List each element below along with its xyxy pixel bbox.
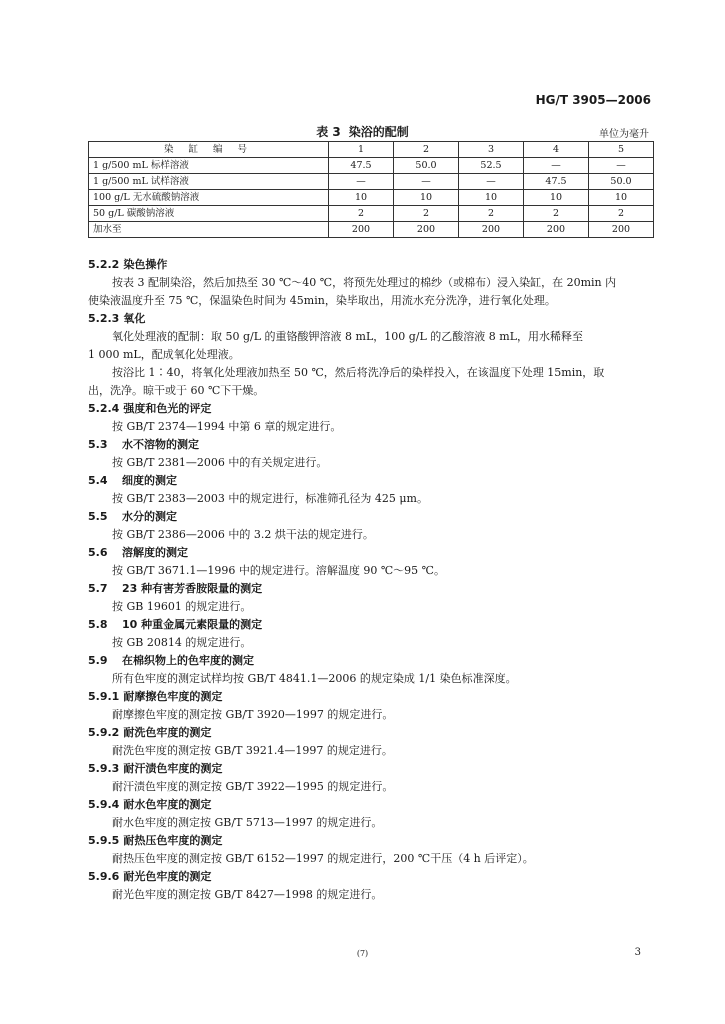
- section-heading: [88, 310, 656, 328]
- column-header: 4: [524, 142, 589, 158]
- column-header: 5: [589, 142, 654, 158]
- section-heading: [88, 796, 656, 814]
- table-row: [89, 206, 654, 222]
- row-label: 1 g/500 mL 标样溶液: [89, 158, 329, 174]
- section-number: 5.9.1: [88, 690, 120, 703]
- table-cell: 47.5: [524, 174, 589, 190]
- table-cell: 200: [524, 222, 589, 238]
- section-title: 强度和色光的评定: [123, 402, 212, 415]
- table-cell: 2: [329, 206, 394, 222]
- document-body: [88, 256, 656, 904]
- table-cell: —: [459, 174, 524, 190]
- dye-bath-table: [88, 141, 654, 238]
- table-cell: 200: [329, 222, 394, 238]
- table-cell: 200: [459, 222, 524, 238]
- section-number: 5.8: [88, 618, 108, 631]
- table-cell: —: [589, 158, 654, 174]
- table-header-row: [89, 142, 654, 158]
- section-heading: [88, 256, 656, 274]
- table-row: [89, 174, 654, 190]
- section-number: 5.2.3: [88, 312, 120, 325]
- section-number: 5.9.3: [88, 762, 120, 775]
- table-cell: 2: [524, 206, 589, 222]
- table-cell: 2: [459, 206, 524, 222]
- section-number: 5.5: [88, 510, 108, 523]
- paragraph-line: 耐摩擦色牢度的测定按 GB/T 3920—1997 的规定进行。: [112, 708, 394, 721]
- section-title: 染色操作: [123, 258, 168, 271]
- section-number: 5.6: [88, 546, 108, 559]
- section-number: 5.2.4: [88, 402, 120, 415]
- table-row: [89, 158, 654, 174]
- section-number: 5.2.2: [88, 258, 120, 271]
- paragraph-line: 按浴比 1∶40，将氧化处理液加热至 50 ℃，然后将洗净后的染样投入，在该温度下处理 15min，取: [112, 366, 605, 379]
- section-title: 耐热压色牢度的测定: [123, 834, 223, 847]
- paragraph-line: 耐热压色牢度的测定按 GB/T 6152—1997 的规定进行，200 ℃干压（4 h 后评定）。: [112, 852, 534, 865]
- section-number: 5.9.2: [88, 726, 120, 739]
- section-heading: [88, 652, 656, 670]
- table-cell: 10: [329, 190, 394, 206]
- section-title: 10 种重金属元素限量的测定: [122, 618, 263, 631]
- section-number: 5.7: [88, 582, 108, 595]
- page-center-number: (7): [356, 949, 369, 958]
- paragraph-line: 按 GB 19601 的规定进行。: [112, 600, 252, 613]
- table-cell: 50.0: [589, 174, 654, 190]
- row-label: 加水至: [89, 222, 329, 238]
- paragraph-line: 耐光色牢度的测定按 GB/T 8427—1998 的规定进行。: [112, 888, 383, 901]
- header-label: 染 缸 编 号: [89, 142, 329, 158]
- paragraph-line: 氧化处理液的配制：取 50 g/L 的重铬酸钾溶液 8 mL，100 g/L 的乙酸溶液 8 mL，用水稀释至: [112, 330, 584, 343]
- paragraph-line: 按 GB/T 2374—1994 中第 6 章的规定进行。: [112, 420, 342, 433]
- table-title: 染浴的配制: [348, 125, 409, 139]
- section-number: 5.4: [88, 474, 108, 487]
- table-cell: 2: [394, 206, 459, 222]
- paragraph-line: 按 GB 20814 的规定进行。: [112, 636, 252, 649]
- paragraph-line: 按 GB/T 2386—2006 中的 3.2 烘干法的规定进行。: [112, 528, 374, 541]
- paragraph-line: 耐洗色牢度的测定按 GB/T 3921.4—1997 的规定进行。: [112, 744, 393, 757]
- table-row: [89, 190, 654, 206]
- section-heading: [88, 724, 656, 742]
- section-heading: [88, 868, 656, 886]
- section-title: 细度的测定: [122, 474, 177, 487]
- table-unit: 单位为毫升: [599, 129, 649, 140]
- row-label: 1 g/500 mL 试样溶液: [89, 174, 329, 190]
- table-cell: 200: [394, 222, 459, 238]
- section-title: 耐洗色牢度的测定: [123, 726, 212, 739]
- section-heading: [88, 760, 656, 778]
- table-cell: 50.0: [394, 158, 459, 174]
- section-title: 氧化: [123, 312, 146, 325]
- page-number: 3: [634, 947, 641, 958]
- section-title: 在棉织物上的色牢度的测定: [122, 654, 254, 667]
- table-cell: 10: [394, 190, 459, 206]
- paragraph-line: 出，洗净。晾干或于 60 ℃下干燥。: [88, 384, 265, 397]
- section-heading: [88, 508, 656, 526]
- section-number: 5.9.5: [88, 834, 120, 847]
- standard-code: HG/T 3905—2006: [535, 93, 651, 107]
- section-number: 5.9.4: [88, 798, 120, 811]
- section-heading: [88, 832, 656, 850]
- section-heading: [88, 436, 656, 454]
- table-cell: —: [524, 158, 589, 174]
- section-heading: [88, 400, 656, 418]
- paragraph-line: 按 GB/T 3671.1—1996 中的规定进行。溶解温度 90 ℃～95 ℃。: [112, 564, 445, 577]
- section-heading: [88, 544, 656, 562]
- section-title: 耐汗渍色牢度的测定: [123, 762, 223, 775]
- paragraph-line: 按 GB/T 2383—2003 中的规定进行，标准筛孔径为 425 μm。: [112, 492, 428, 505]
- section-title: 溶解度的测定: [122, 546, 188, 559]
- table-cell: —: [329, 174, 394, 190]
- paragraph-line: 所有色牢度的测定试样均按 GB/T 4841.1—2006 的规定染成 1/1 染色标准深度。: [112, 672, 517, 685]
- table-cell: 10: [524, 190, 589, 206]
- row-label: 100 g/L 无水硫酸钠溶液: [89, 190, 329, 206]
- table-cell: 47.5: [329, 158, 394, 174]
- table-number: 表 3: [316, 125, 341, 139]
- table-cell: 10: [589, 190, 654, 206]
- section-heading: [88, 688, 656, 706]
- section-title: 耐光色牢度的测定: [123, 870, 212, 883]
- paragraph-line: 按表 3 配制染浴，然后加热至 30 ℃～40 ℃，将预先处理过的棉纱（或棉布）浸入染缸，在 20min 内: [112, 276, 617, 289]
- table-row: [89, 222, 654, 238]
- section-title: 水不溶物的测定: [122, 438, 199, 451]
- row-label: 50 g/L 碳酸钠溶液: [89, 206, 329, 222]
- table-cell: 10: [459, 190, 524, 206]
- table-cell: —: [394, 174, 459, 190]
- section-title: 耐水色牢度的测定: [123, 798, 212, 811]
- section-number: 5.3: [88, 438, 108, 451]
- column-header: 1: [329, 142, 394, 158]
- section-heading: [88, 472, 656, 490]
- section-number: 5.9.6: [88, 870, 120, 883]
- section-heading: [88, 580, 656, 598]
- paragraph-line: 耐水色牢度的测定按 GB/T 5713—1997 的规定进行。: [112, 816, 383, 829]
- table-cell: 52.5: [459, 158, 524, 174]
- paragraph-line: 1 000 mL，配成氧化处理液。: [88, 348, 240, 361]
- section-title: 23 种有害芳香胺限量的测定: [122, 582, 263, 595]
- section-number: 5.9: [88, 654, 108, 667]
- paragraph-line: 耐汗渍色牢度的测定按 GB/T 3922—1995 的规定进行。: [112, 780, 394, 793]
- paragraph-line: 按 GB/T 2381—2006 中的有关规定进行。: [112, 456, 328, 469]
- section-title: 耐摩擦色牢度的测定: [123, 690, 223, 703]
- table-cell: 200: [589, 222, 654, 238]
- table-cell: 2: [589, 206, 654, 222]
- section-heading: [88, 616, 656, 634]
- column-header: 3: [459, 142, 524, 158]
- section-title: 水分的测定: [122, 510, 177, 523]
- paragraph-line: 使染液温度升至 75 ℃，保温染色时间为 45min，染毕取出，用流水充分洗净，进行氧化处理。: [88, 294, 556, 307]
- column-header: 2: [394, 142, 459, 158]
